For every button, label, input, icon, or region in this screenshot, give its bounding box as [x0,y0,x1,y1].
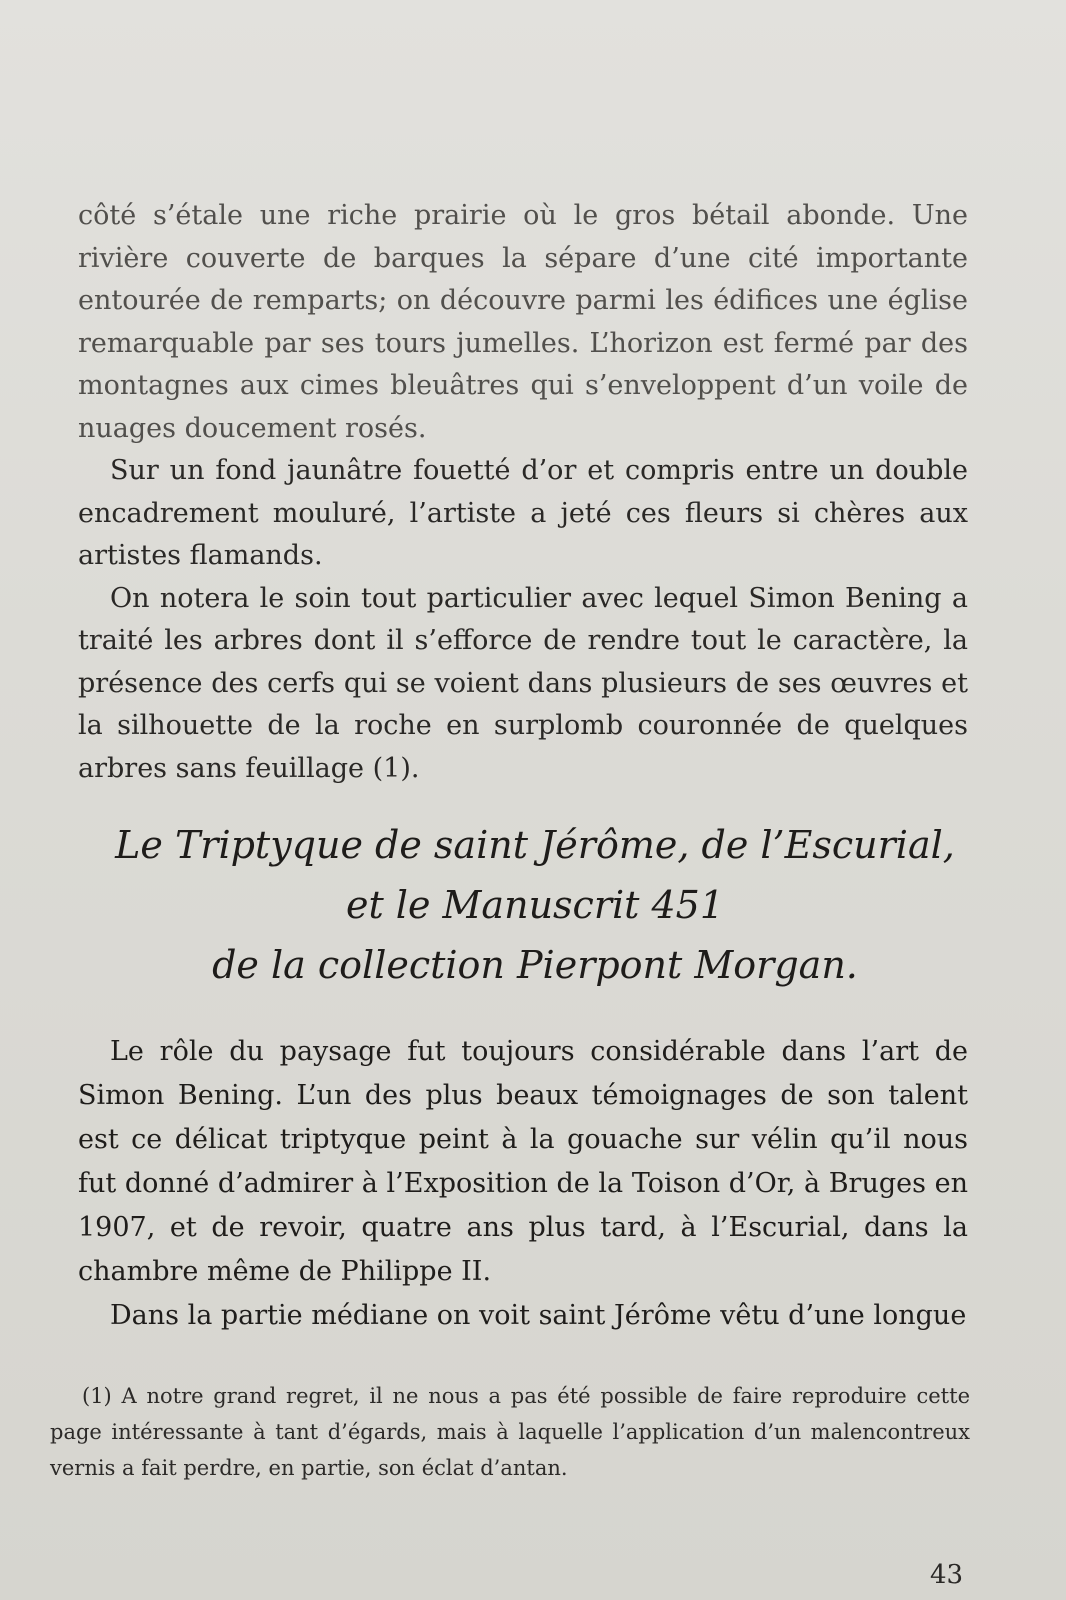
body-text-bottom [78,1030,968,1338]
heading-line-1: Le Triptyque de saint Jérôme, de l’Escurial, [115,823,955,867]
paragraph-landscape-description: côté s’étale une riche prairie où le gros bétail abonde. Une rivière couverte de barques la sépare d’une cité importante entourée de remparts; on découvre parmi les édifices une église remarquable par ses tours jumelles. L’horizon est fermé par des montagnes aux cimes bleuâtres qui s’enveloppent d’un voile de nuages doucement rosés. [78,200,968,444]
section-heading [60,815,1010,995]
footnote: (1) A notre grand regret, il ne nous a pas été possible de faire reproduire cette page intéressante à tant d’égards, mais à laquelle l’application d’un malencontreux vernis a fait perdre, en partie, son éclat d’antan. [50,1384,970,1480]
body-text-top [78,195,968,790]
page-number: 43 [930,1560,964,1590]
paragraph-flowers-border: Sur un fond jaunâtre fouetté d’or et compris entre un double encadrement mouluré, l’artiste a jeté ces fleurs si chères aux artistes flamands. [78,455,968,571]
heading-line-2: et le Manuscrit 451 [345,883,725,927]
paragraph-landscape-role: Le rôle du paysage fut toujours considérable dans l’art de Simon Bening. L’un des plus beaux témoignages de son talent est ce délicat triptyque peint à la gouache sur vélin qu’il nous fut donné d’admirer à l’Exposition de la Toison d’Or, à Bruges en 1907, et de revoir, quatre ans plus tard, à l’Escurial, dans la chambre même de Philippe II. [78,1036,968,1287]
paragraph-saint-jerome: Dans la partie médiane on voit saint Jérôme vêtu d’une longue [110,1300,967,1331]
heading-line-3: de la collection Pierpont Morgan. [212,943,858,987]
paragraph-trees-deer: On notera le soin tout particulier avec lequel Simon Bening a traité les arbres dont il s’efforce de rendre tout le caractère, la présence des cerfs qui se voient dans plusieurs de ses œuvres et la silhouette de la roche en surplomb couronnée de quelques arbres sans feuillage (1). [78,582,968,784]
